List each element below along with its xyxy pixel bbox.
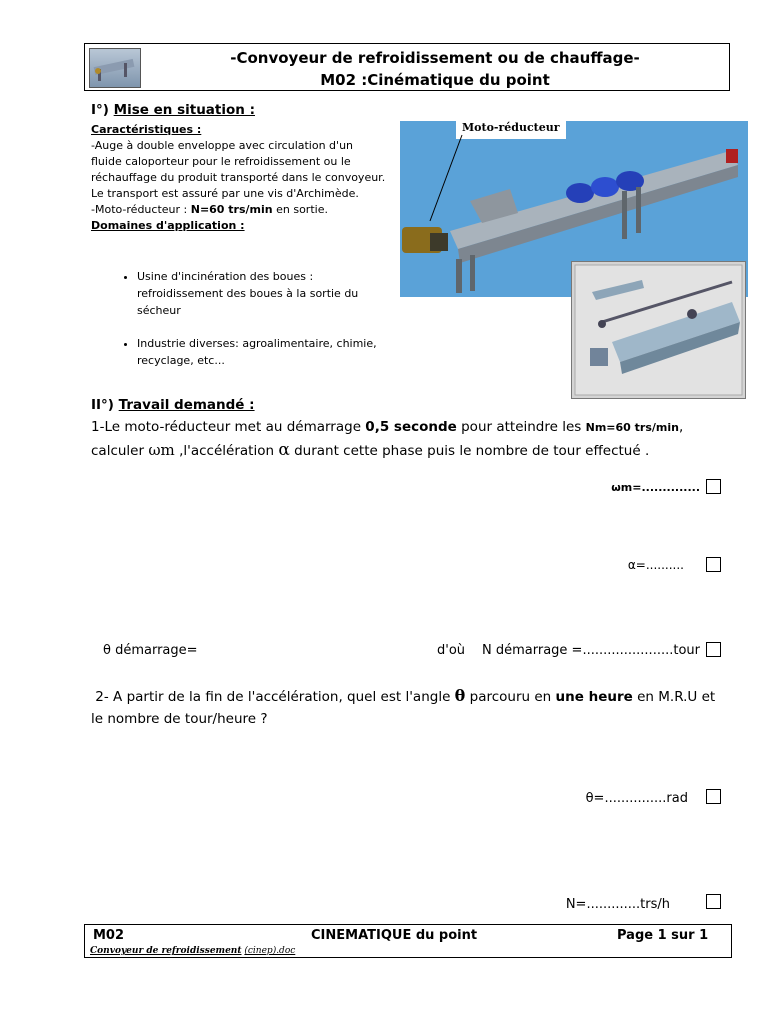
- answer-n-demarrage: N démarrage =......................tour: [482, 643, 700, 658]
- answer-omega: ωm=..............: [611, 481, 700, 494]
- characteristics-block: [91, 122, 387, 234]
- answer-n: N=.............trs/h: [565, 897, 670, 912]
- section-2-heading: II°) Travail demandé :: [91, 397, 255, 413]
- answer-alpha-checkbox[interactable]: [706, 557, 721, 572]
- answer-theta-checkbox[interactable]: [706, 789, 721, 804]
- answer-n-checkbox[interactable]: [706, 894, 721, 909]
- conveyor-thumbnail-image: [89, 48, 141, 88]
- list-item: • Industrie diverses: agroalimentaire, chimie, recyclage, etc...: [137, 335, 395, 369]
- footer-module: M02: [93, 928, 125, 943]
- answer-alpha: α=..........: [627, 558, 684, 572]
- answer-dou: d'où: [437, 643, 466, 658]
- motor-line: -Moto-réducteur : N=60 trs/min en sortie.: [91, 203, 328, 216]
- title-line-2: M02 :Cinématique du point: [320, 71, 550, 89]
- footer: [84, 924, 732, 958]
- exploded-view-image: [571, 261, 746, 399]
- footer-page: Page 1 sur 1: [617, 928, 709, 943]
- footer-filename: Convoyeur de refroidissement (cinep).doc: [90, 946, 296, 956]
- question-1: 1-Le moto-réducteur met au démarrage 0,5 seconde pour atteindre les Nm=60 trs/min, calculer ωm ,l'accélération α durant cette phase puis le nombre de tour effectué .: [91, 419, 684, 460]
- domains-label: Domaines d'application :: [91, 219, 245, 232]
- answer-omega-checkbox[interactable]: [706, 479, 721, 494]
- figure-label: Moto-réducteur: [462, 121, 560, 134]
- characteristics-label: Caractéristiques :: [91, 123, 202, 136]
- answer-n-demarrage-checkbox[interactable]: [706, 642, 721, 657]
- characteristics-text: -Auge à double enveloppe avec circulation d'un fluide caloporteur pour le refroidissement ou le réchauffage du produit transporté dans le convoyeur. Le transport est assuré par une vis d'Archimède.: [91, 139, 386, 200]
- answer-theta: θ=...............rad: [585, 791, 688, 806]
- answer-theta-demarrage: θ démarrage=: [103, 643, 198, 658]
- list-item: • Usine d'incinération des boues : refroidissement des boues à la sortie du sécheur: [137, 268, 395, 319]
- title-line-1: -Convoyeur de refroidissement ou de chauffage-: [230, 49, 640, 67]
- applications-list: [115, 268, 395, 385]
- question-2: 2- A partir de la fin de l'accélération, quel est l'angle θ parcouru en une heure en M.R.U et le nombre de tour/heure ?: [91, 686, 716, 727]
- header-box: [84, 43, 730, 91]
- section-1-heading: I°) Mise en situation :: [91, 102, 255, 118]
- footer-title: CINEMATIQUE du point: [311, 928, 478, 943]
